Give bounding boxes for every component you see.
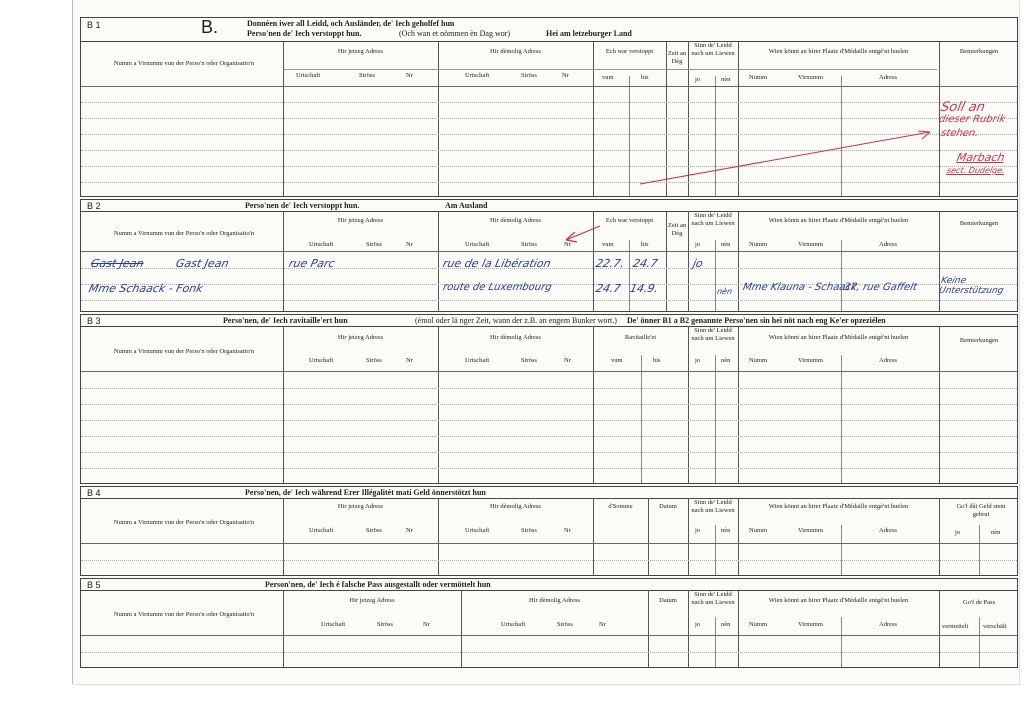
header-street: Ströss xyxy=(359,72,375,79)
header-suffered-b3: Sinn de' Leidd nach um Liewen xyxy=(691,327,735,342)
b2-row1-yes: jo xyxy=(691,257,705,270)
header-suffered-b2: Sinn de' Leidd nach um Liewen xyxy=(691,212,735,227)
header-medal-address: Adress xyxy=(879,74,898,81)
header-city-b5: Urtschaft xyxy=(321,621,346,628)
header-money-yes-b4: jo xyxy=(955,529,961,536)
header-medal-b4: Wien könnt an hirer Plaatz d'Médaille entgè'nt huelen xyxy=(768,503,909,510)
header-yes-b3: jo xyxy=(695,357,701,364)
section-b2-bar xyxy=(81,200,1017,212)
header-since-b4: d'Somme xyxy=(608,503,633,510)
header-current-b2: Hir jetzeg Adress xyxy=(337,217,384,224)
b2-row1-former: rue de la Libération xyxy=(441,257,552,270)
header-medal-firstname-b4: Virnumm xyxy=(798,527,823,534)
header-nr-b5: Nr xyxy=(423,621,430,628)
header-medal-b1: Wien könnt an hirer Plaatz d'Médaille entgè'nt huelen xyxy=(768,48,909,55)
header-nr-former-b5: Nr xyxy=(599,621,606,628)
header-name-b4: Numm a Virnumm vun der Perso'n oder Organisatio'n xyxy=(113,519,255,526)
header-days-b1: Zeit an Dèg xyxy=(667,50,687,65)
b2-row2-former: route de Luxembourg xyxy=(441,282,553,293)
header-city: Urtschaft xyxy=(296,72,321,79)
header-yes-b4: jo xyxy=(695,527,701,534)
header-suffered-b4: Sinn de' Leidd nach um Liewen xyxy=(691,499,735,514)
header-city-b4: Urtschaft xyxy=(309,527,334,534)
b1-note-sig: Marbach xyxy=(955,151,1006,164)
header-money-b4: Go'f dât Geld stem gebrut xyxy=(956,503,1006,518)
header-name-b5: Numm a Virnumm vun der Perso'n oder Organisatio'n xyxy=(113,611,255,618)
header-no: nèn xyxy=(721,76,731,83)
header-from: vum xyxy=(602,74,614,81)
header-former-b2: Hir dèmolig Adress xyxy=(490,217,541,224)
header-yes-b5: jo xyxy=(695,621,701,628)
header-no-b3: nèn xyxy=(721,357,731,364)
header-medal-firstname: Virnumm xyxy=(798,74,823,81)
section-b3-extra2: De' önner B1 a B2 genannte Perso'nen sin hei nöt nach eng Ke'er opzeziélen xyxy=(627,316,886,325)
header-city-former-b5: Urtschaft xyxy=(501,621,526,628)
b2-row1-name: Gast Jean xyxy=(174,257,230,270)
header-street-former-b2: Ströss xyxy=(521,241,537,248)
header-medal-b3: Wien könnt an hirer Plaatz d'Médaille entgè'nt huelen xyxy=(768,334,909,341)
section-b5-bar xyxy=(81,579,1017,591)
section-b3-extra: (émol oder lä nger Zeit, wann der z.B. an engem Bunker wort.) xyxy=(415,316,617,325)
header-medal-name-b3: Numm xyxy=(749,357,768,364)
header-no-b2: nèn xyxy=(721,241,731,248)
section-b3-title: Perso'nen, de' Iech ravitaille'ert hun xyxy=(223,316,348,325)
header-no-b5: nèn xyxy=(721,621,731,628)
section-b4-bar xyxy=(81,487,1017,499)
header-days-b2: Zeit an Dèg xyxy=(667,222,687,237)
header-pass-b5: Go'f de Pass xyxy=(962,599,996,606)
section-b5 xyxy=(80,578,1018,668)
header-suffered-b1: Sinn de' Leidd nach um Liewen xyxy=(691,42,735,57)
header-former-b4: Hir dèmolig Adress xyxy=(490,503,541,510)
header-medal-address-b5: Adress xyxy=(879,621,898,628)
header-medal-firstname-b2: Virnumm xyxy=(798,241,823,248)
header-to-b2: bis xyxy=(641,241,649,248)
header-city-b3: Urtschaft xyxy=(309,357,334,364)
header-medal-name: Numm xyxy=(749,74,768,81)
header-current-b3: Hir jetzeg Adress xyxy=(337,334,384,341)
header-current-b5: Hir jetzeg Adress xyxy=(349,597,395,604)
header-street-b5: Ströss xyxy=(377,621,393,628)
header-name-b2: Numm a Virnumm vun der Perso'n oder Organisatio'n xyxy=(113,230,255,237)
b2-row2-to: 14.9. xyxy=(628,282,660,295)
header-street-former-b4: Ströss xyxy=(521,527,537,534)
section-b1-title-extra: (Och wan et nömmen èn Dag wor) xyxy=(399,29,511,38)
b1-note-line1: Soll an xyxy=(939,100,987,115)
header-supplied-b3: Ravitaille'et xyxy=(624,334,657,341)
header-current-b4: Hir jetzeg Adress xyxy=(337,503,384,510)
section-b2 xyxy=(80,199,1018,312)
header-nr-b3: Nr xyxy=(406,357,413,364)
header-to: bis xyxy=(641,74,649,81)
b1-note-line2: dieser Rubrik xyxy=(937,114,1007,125)
header-yes-b2: jo xyxy=(695,241,701,248)
header-former-b1: Hir dèmolig Adress xyxy=(490,48,541,55)
header-city-former-b2: Urtschaft xyxy=(465,241,490,248)
header-medal-address-b2: Adress xyxy=(879,241,898,248)
header-date-b4: Datum xyxy=(659,503,677,510)
section-b4-id: B 4 xyxy=(87,488,101,498)
header-city-b2: Urtschaft xyxy=(309,241,334,248)
header-from-b3: vum xyxy=(611,357,623,364)
header-medal-name-b5: Numm xyxy=(749,621,768,628)
header-city-former-b3: Urtschaft xyxy=(465,357,490,364)
section-b1-id: B 1 xyxy=(87,20,101,30)
b1-note-sig2: sect. Dudelge. xyxy=(946,166,1006,175)
header-medal-name-b2: Numm xyxy=(749,241,768,248)
header-medal-b2: Wien könnt an hirer Plaatz d'Médaille entgè'nt huelen xyxy=(768,217,909,224)
header-nr-b4: Nr xyxy=(406,527,413,534)
header-medal-address-b4: Adress xyxy=(879,527,898,534)
header-hidden-b2: Ech war verstoppt xyxy=(605,217,654,224)
b2-row2-name: Mme Schaack - Fonk xyxy=(87,282,205,295)
header-medal-firstname-b3: Virnumm xyxy=(798,357,823,364)
header-to-b3: bis xyxy=(653,357,661,364)
section-b2-title: Perso'nen de' Iech verstoppt hun. xyxy=(245,201,360,210)
header-remarks-b2: Bemierkungen xyxy=(959,220,999,227)
header-nr-b2: Nr xyxy=(406,241,413,248)
header-medal-name-b4: Numm xyxy=(749,527,768,534)
header-street-b4: Ströss xyxy=(366,527,382,534)
header-nr-former-b4: Nr xyxy=(564,527,571,534)
header-pass-made-b5: verschäft xyxy=(983,623,1007,630)
section-b5-title: Person'nen, de' Iech é falsche Pass ausgestallt oder vermöttelt hun xyxy=(265,580,491,589)
header-money-no-b4: nèn xyxy=(991,529,1001,536)
header-name-b1: Numm a Virnumm vun der Perso'n oder Organisatio'n xyxy=(113,60,255,67)
header-street-former-b3: Ströss xyxy=(521,357,537,364)
section-b4 xyxy=(80,486,1018,576)
header-city-former-b4: Urtschaft xyxy=(465,527,490,534)
header-date-b5: Datum xyxy=(659,597,677,604)
b2-row1-current: rue Parc xyxy=(287,257,337,270)
section-b3 xyxy=(80,314,1018,484)
header-former-b5: Hir dèmolig Adress xyxy=(529,597,580,604)
header-nr: Nr xyxy=(406,72,413,79)
section-b5-id: B 5 xyxy=(87,580,101,590)
b2-row1-from: 22.7. xyxy=(594,257,626,270)
header-name-b3: Numm a Virnumm vun der Perso'n oder Organisatio'n xyxy=(113,348,255,355)
header-from-b2: vum xyxy=(602,241,614,248)
header-remarks-b1: Bemierkungen xyxy=(959,48,999,55)
b2-row2-medal-name: Mme Klauna - Schaack xyxy=(741,282,858,293)
section-b3-id: B 3 xyxy=(87,316,101,326)
header-former-b3: Hir dèmolig Adress xyxy=(490,334,541,341)
b2-row1-to: 24.7 xyxy=(631,257,659,270)
form-letter: B. xyxy=(201,18,219,37)
header-yes: jo xyxy=(695,76,701,83)
header-no-b4: nèn xyxy=(721,527,731,534)
b2-row2-from: 24.7 xyxy=(594,282,622,295)
header-remarks-b3: Bemierkungen xyxy=(959,337,999,344)
b2-row1-name-struck: Gast Jean xyxy=(89,257,145,270)
section-b2-loc: Am Ausland xyxy=(445,201,488,210)
header-nr-former-b2: Nr xyxy=(564,241,571,248)
header-city-former: Urtschaft xyxy=(465,72,490,79)
header-hidden-b1: Ech war verstoppt xyxy=(605,48,654,55)
header-medal-b5: Wien könnt an hirer Plaatz d'Médaille entgè'nt huelen xyxy=(768,597,909,604)
b2-row2-medal-address: 37, rue Gaffelt xyxy=(842,282,918,293)
header-medal-firstname-b5: Virnumm xyxy=(798,621,823,628)
header-street-former: Ströss xyxy=(521,72,537,79)
section-b3-bar xyxy=(81,315,1017,327)
b1-note-line3: stehen. xyxy=(939,128,980,139)
header-street-b3: Ströss xyxy=(366,357,382,364)
header-current-b1: Hir jetzeg Adress xyxy=(337,48,384,55)
header-nr-former: Nr xyxy=(562,72,569,79)
b2-row2-remark: Keine Unterstützung xyxy=(937,276,1005,296)
section-b4-title: Perso'nen, de' Iech während Erer Illégalitét mati Geld önnerstötzt hun xyxy=(245,488,486,497)
section-b1-title-loc: Hei am letzeburger Land xyxy=(546,29,632,38)
section-b2-id: B 2 xyxy=(87,201,101,211)
section-b1-title2: Perso'nen de' Iech verstoppt hun. xyxy=(247,29,362,38)
section-b1-title1: Donnéen iwer all Leidd, och Ausländer, de' Iech geholfef hun xyxy=(247,19,455,28)
header-nr-former-b3: Nr xyxy=(564,357,571,364)
header-medal-address-b3: Adress xyxy=(879,357,898,364)
header-suffered-b5: Sinn de' Leidd nach um Liewen xyxy=(691,591,735,606)
header-pass-issued-b5: vermettelt xyxy=(942,623,969,630)
b2-row2-no: nèn xyxy=(716,287,734,296)
header-street-b2: Ströss xyxy=(366,241,382,248)
header-street-former-b5: Ströss xyxy=(557,621,573,628)
